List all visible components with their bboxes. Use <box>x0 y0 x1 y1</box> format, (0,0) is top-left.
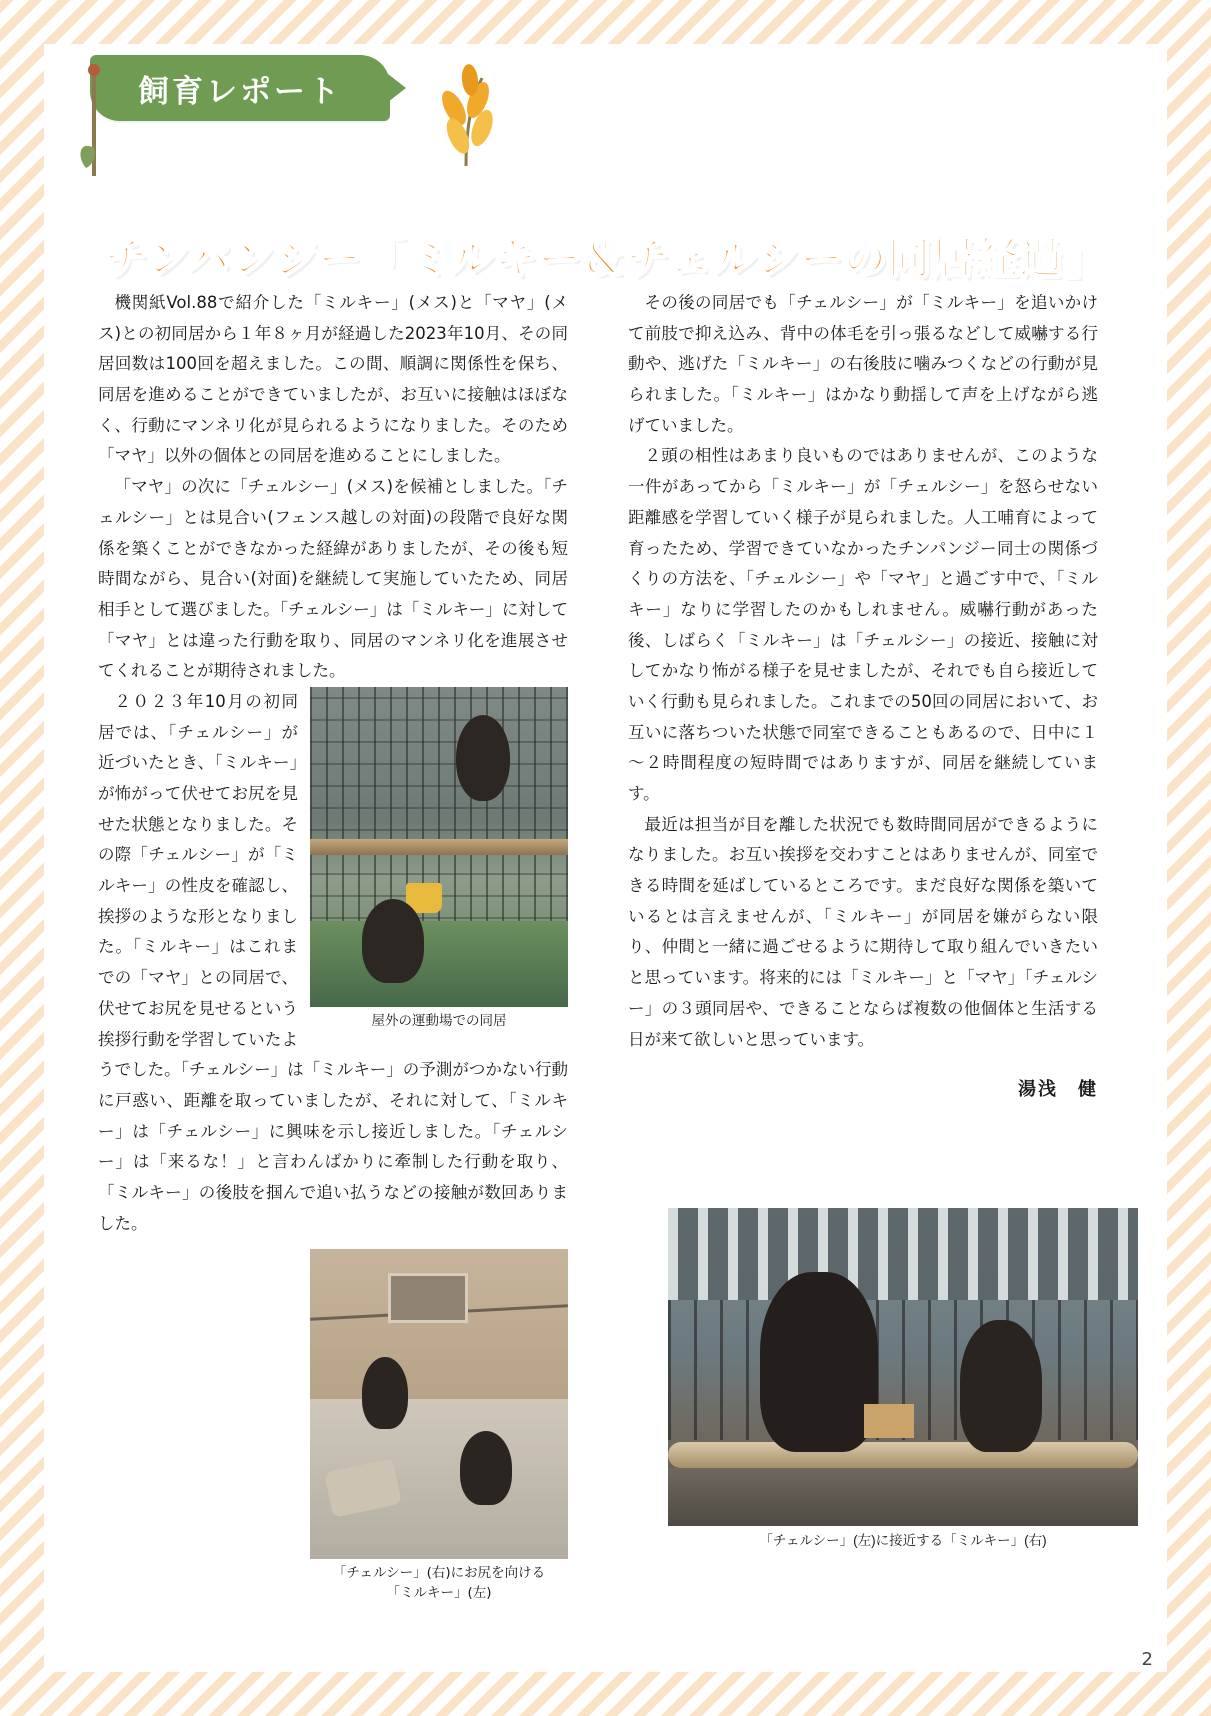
figure-caption-3: 「チェルシー」(左)に接近する「ミルキー」(右) <box>759 1533 1047 1548</box>
banner-label: 飼育レポート <box>138 73 342 110</box>
figure-approach <box>668 1208 1138 1551</box>
climbing-beam <box>668 1442 1138 1468</box>
paragraph-left-1: 機関紙Vol.88で紹介した「ミルキー」(メス)と「マヤ」(メス)との初同居から１年８ヶ月が経過した2023年10月、その同居回数は100回を超えました。この間、順調に関係性を保ち、同居を進めることができていましたが、お互いに接触はほぼなく、行動にマンネリ化が見られるようになりました。そのため「マヤ」以外の個体との同居を進めることにしました。 <box>98 293 568 466</box>
figure-indoor-room <box>310 1249 568 1603</box>
figure-caption-2 <box>310 1564 568 1603</box>
section-banner <box>90 55 390 121</box>
left-text-column <box>98 288 568 1609</box>
figure-caption-1: 屋外の運動場での同居 <box>371 1012 507 1029</box>
grass-floor <box>310 921 568 1007</box>
chimpanzee-chelsea <box>362 1357 408 1429</box>
page-number: 2 <box>1141 1649 1153 1670</box>
paragraph-right-3: 最近は担当が目を離した状況でも数時間同居ができるようになりました。お互い挨拶を交わすことはありませんが、同室できる時間を延ばしているところです。まだ良好な関係を築いているとは言えませんが、「ミルキー」が同居を嫌がらない限り、仲間と一緒に過ごせるように期待して取り組んでいきたいと思っています。将来的には「ミルキー」と「マヤ」「チェルシー」の３頭同居や、できることならば複数の他個体と生活する日が来て欲しいと思っています。 <box>628 814 1098 1049</box>
chimpanzee-lower <box>362 899 424 983</box>
page-title: チンパンジー「ミルキー＆チェルシーの同居経過」 <box>103 233 1108 284</box>
chimpanzee-milky-right <box>760 1272 878 1452</box>
wooden-shelf <box>310 839 568 855</box>
chimpanzee-upper <box>456 715 510 801</box>
figure-caption-2-line2: 「ミルキー」(左) <box>386 1584 492 1601</box>
photo-approach <box>668 1208 1138 1526</box>
banner-shape <box>90 55 390 121</box>
paragraph-right-2: ２頭の相性はあまり良いものではありませんが、このような一件があってから「ミルキー」が「チェルシー」を怒らせない距離感を学習していく様子が見られました。人工哺育によって育ったため、学習できていなかったチンパンジー同士の関係づくりの方法を、「チェルシー」や「マヤ」と過ごす中で、「ミルキー」なりに学習したのかもしれません。威嚇行動があった後、しばらく「ミルキー」は「チェルシー」の接近、接触に対してかなり怖がる様子を見せましたが、それでも自ら接近していく行動も見られました。これまでの50回の同居において、お互いに落ちついた状態で同室できることもあるので、日中に１～２時間程度の短時間ではありますが、同居を継続しています。 <box>628 446 1098 803</box>
chimpanzee-chelsea-left <box>960 1320 1042 1452</box>
roof-panels <box>668 1208 1138 1300</box>
author-signature: 湯浅 健 <box>1018 1079 1098 1101</box>
twig-icon <box>74 60 114 180</box>
figure-caption-2-line1: 「チェルシー」(右)にお尻を向ける <box>332 1565 546 1582</box>
chimpanzee-milky <box>460 1431 512 1505</box>
paragraph-left-2: 「マヤ」の次に「チェルシー」(メス)を候補としました。「チェルシー」とは見合い(フェンス越しの対面)の段階で良好な関係を築くことができなかった経緯がありましたが、その後も短時間ながら、見合い(対面)を継続して実施していたため、同居相手として選びました。「チェルシー」は「ミルキー」に対して「マヤ」とは違った行動を取り、同居のマンネリ化を進展させてくれることが期待されました。 <box>98 477 568 681</box>
enclosure-ground <box>668 1468 1138 1526</box>
right-text-column <box>628 288 1098 1107</box>
figure-outdoor-yard <box>310 687 568 1032</box>
wooden-box <box>864 1404 914 1438</box>
wall-window <box>388 1273 468 1323</box>
room-wall <box>310 1249 568 1399</box>
leaf-branch-icon <box>420 62 512 172</box>
photo-outdoor-yard <box>310 687 568 1007</box>
paragraph-right-1: その後の同居でも「チェルシー」が「ミルキー」を追いかけて前肢で抑え込み、背中の体毛を引っ張るなどして威嚇する行動や、逃げた「ミルキー」の右後肢に噛みつくなどの行動が見られました。「ミルキー」はかなり動揺して声を上げながら逃げていました。 <box>628 293 1098 435</box>
photo-indoor-room <box>310 1249 568 1559</box>
paragraph-left-3: ２０２３年10月の初同居では、「チェルシー」が近づいたとき、「ミルキー」が怖がって伏せてお尻を見せた状態となりました。その際「チェルシー」が「ミルキー」の性皮を確認し、挨拶のような形となりました。「ミルキー」はこれまでの「マヤ」との同居で、伏せてお尻を見せるという挨拶行動を学習していたようでした。「チェルシー」は「ミルキー」の予測がつかない行動に戸惑い、距離を取っていましたが、それに対して、「ミルキー」は「チェルシー」に興味を示し接近しました。「チェルシー」は「来るな！」と言わんばかりに牽制した行動を取り、「ミルキー」の後肢を掴んで追い払うなどの接触が数回ありました。 <box>98 691 568 1233</box>
